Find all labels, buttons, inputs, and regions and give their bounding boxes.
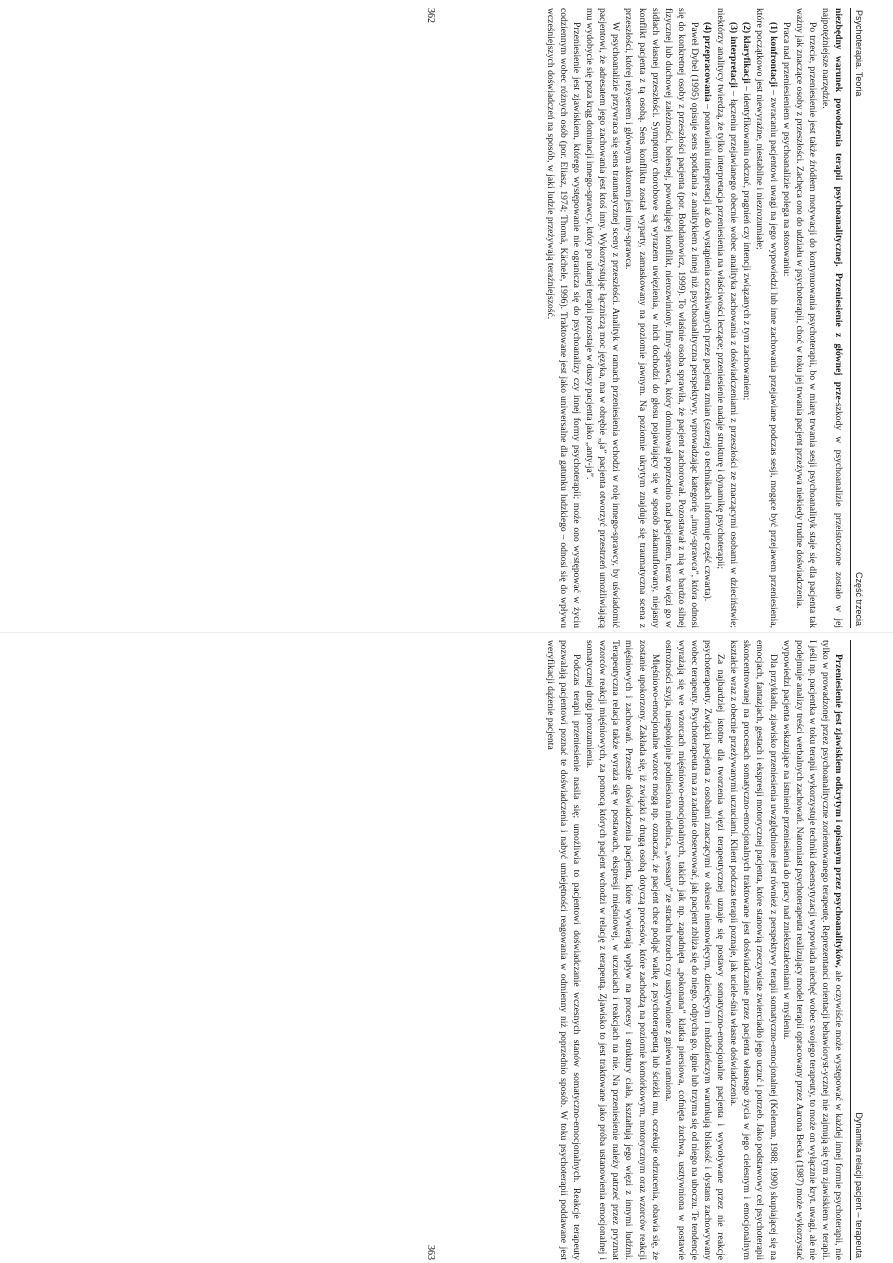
running-header [850,640,865,1260]
paragraph-emphasis: (2) klaryfikacji [741,22,753,84]
paragraph-emphasis: (4) przepracowania [702,22,714,102]
paragraph-text: ale oczywiście może występować w każdej innej formie psychoterapii, nie tylko w prowadzonej przez psychoanalityczne zorientowanego terapeutę. Reprezentanci orientacji behawioryst-ycznej nie zajmują się tym zjawiskiem w terapii. I jeśli np. pacjentka w toku terapii wykorzystuje techniki desensytyzacji wypowiada niechęć wobec swojego terapeuty, to może on wyłącznie kryt. uwagi, ale nie podejmuje analizy treści werbalnych zachowań. Natomiast psychoterapeuta realizujący model terapii opracowany przez Aarona Becka (1987) może wykorzystać wypowiedzi pacjenta wskazujące na istnienie przeniesienia do pracy nad zniekształceniami w myśleniu. [780,640,844,1260]
paragraph [583,8,622,628]
page-number: 363 [425,1245,436,1260]
paragraph-text: – zwracaniu pacjentowi uwagi na jego wypowiedzi lub inne zachowania przejawiane podczas sesji, mogące być przejawem przeniesienia, które początkowo jest niewyraźne, niestabilne i niezrozumiałe; [754,8,779,628]
paragraph-text: – identyfikowaniu odczuć, pragnień czy intencji związanych z tym zachowaniem; [741,83,753,401]
paragraph-text: Za najbardziej istotne dla tworzenia więzi terapeutycznej uznaje się postawy somatyczno-emocjonalne pacjenta i wywoływane przez nie reakcje psychoterapeuty. Związki pacjenta z osobami znaczącymi w okresie niemowlęcym, dziecięcym i młodzieńczym warunkują bliskość i dystans zachowywany wobec terapeuty. Psychoterapeuta ma za zadanie obserwować, jak pacjent zbliża się do niego, odpycha go, lgnie lub trzyma się od niego na uboczu. Te tendencje wyrażają się we wzorcach mięśniowo-emocjonalnych, takich jak np. zapadnięta „pokonana” klatka piersiowa, cofnięta żuchwa, usztywniona w postawie ostrożności szyja, niespokojnie podniesiona miednica, „wessany” ze strachu brzuch czy usztywnione z gniewu ramiona. [662,640,727,1260]
paragraph-emphasis: niezbędny warunek powodzenia terapii psychoanalitycznej. Przeniesienie z głównej prze- [833,8,844,403]
header-title: Psychoterapia. Teoria [854,10,864,97]
paragraph-text: Paweł Dybel (1995) opisuje sens spotkania z analitykiem z innej niż psychoanalityczna perspektywy, wprowadzając kategorię „inny-sprawca”, która odnosi się do konkretnej osoby z przeszłości pacjenta (por. Bohdanowicz, 1999). To właśnie osoba sprawiła, że pacjent zachorował. Pozostawał z nią w bardzo silnej fizycznej lub duchowej zależności, bolesnej, powodującej konflikt, nierozwiniony. Inny-sprawca, który dominował poprzednio nad pacjentem, teraz więzi go w sidłach własnej przeszłości. Symptomy chorobowe są wyrazem uwięzienia, w nich dochodzi do głosu pojawiający się w sposób zakamuflowany, niejasny konflikt pacjenta z tą osobą. Sens konfliktu został wyparty, zamaskowany na poziomie jawnym. Na poziomie ukrytym znajduje się traumatyczna scena z przeszłości, której reżyserem i głównym aktorem jest inny-sprawca. [623,8,700,628]
paragraph-text: – ponawianiu interpretacji aż do wystąpienia oczekiwanych przez pacjenta zmian (szerzej o technikach informuje część czwarta). [702,101,714,602]
paragraph-text: – łączeniu przejawianego obecnie wobec analityka zachowania z doświadczeniami z przeszłości ze znaczącymi osobami w dzieciństwie; niektórzy analitycy twierdzą, że tylko interpretacja przeniesienia na właściwości leczące; przeniesienie nadaje strukturę i dynamikę psychoterapii; [715,8,740,628]
paragraph-text: Praca nad przeniesieniem w psychoanalizie polega na stosowaniu: [780,22,792,277]
paragraph [793,8,819,628]
page-body [451,8,845,628]
paragraph [583,640,662,1260]
paragraph-text: W psychoanalizie przywraca się sens traumatycznej sceny z przeszłości. Analityk w ramach przeniesienia wchodzi w rolę innego-sprawcy, by uświadomić pacjentowi, że adresatem jego zachowania jest ktoś inny. Wykorzystując łączniczą moc języka, ma w obrębie „ja” pacjenta otworzyć przestrzeń umożliwiającą mu wydobycie się poza krąg dominacji innego-sprawcy, który po udanej terapii pozostaje w duszy pacjenta jako „anty-ja”. [584,8,622,628]
header-part: Część trzecia [854,571,864,626]
paragraph-emphasis: (3) interpretacji [728,22,740,88]
paragraph-text: Mięśniowo-emocjonalne wzorce mogą np. oznaczać, że pacjent chce podjąć walkę z psychoterapeutą lub ścieżki mu, oczekuje odrzucenia, obawia się, że zostanie upokorzony. Zakłada się, iż związki z drugą osobą dotyczą procesów, które zachodzą na poziomie komórkowym, motorycznym oraz wzorców reakcji mięśniowych i zachowań. Przeszłe doświadczenia pacjenta, które wywierają wpływ na procesy i struktury ciała, kształtują jego więzi z innymi ludźmi. Terapeutyczna relacja także wyraża się w postawach, ekspresji mięśniowej, w uczuciach i reakcjach na nie. Na przeniesienie należy patrzeć przez pryzmat wzorców reakcji mięśniowych, za pomocą których pacjent wchodzi w relację z terapeutą. Zjawisko to jest traktowane jako próba ustanowienia emocjonalnej i somatycznej drogi porozumienia. [584,640,661,1260]
paragraph-text: Przeniesienie jest zjawiskiem, którego występowanie nie ogranicza się do psychoanalizy czy innej formy psychoterapii; może ono występować w życiu codziennym wobec różnych osób (por. Eliasz, 1974; Thomä, Kächele, 1996). Traktowane jest jako uniwersalne dla gatunku ludzkiego – odnosi się do wpływu wcześniejszych doświadczeń na sposób, w jaki ludzie przeżywają teraźniejszość. [544,8,583,628]
header-title: Dynamika relacji pacjent – terapeuta [854,1112,864,1258]
paragraph [544,640,583,1260]
paragraph [701,8,714,628]
paragraph-emphasis: (1) konfrontacji [767,22,779,88]
paragraph-text: szkody w psychoanalizie przeistoczone zostało w jej najpotężniejsze narzędzie. [819,8,844,628]
paragraph-emphasis: Przeniesienie jest zjawiskiem odkrytym i opisanym przez psychoanalityków, [833,654,844,968]
paragraph [780,8,793,628]
paragraph [727,640,779,1260]
paragraph [544,8,583,628]
page-number: 362 [425,8,436,23]
book-gutter [0,632,893,633]
paragraph [819,8,845,628]
paragraph [622,8,701,628]
paragraph [662,640,727,1260]
page-362 [425,8,865,628]
paragraph [714,8,740,628]
paragraph [753,8,779,628]
paragraph [780,640,845,1260]
page-body [451,640,845,1260]
running-header [850,8,865,628]
paragraph-text: Podczas terapii przeniesienie nasila się; umożliwia to pacjentowi doświadczanie wczesnych stanów somatyczno-emocjonalnych. Reakcje terapeuty pozwalają pacjentowi poznać te doświadczenia i nabyć umiejętności reagowania w odmienny niż poprzednio sposób. W toku psychoterapii poddawane jest weryfikacji dążenie pacjenta [544,640,583,1260]
paragraph [740,8,753,628]
page-363 [425,640,865,1260]
paragraph-text: Dla przykładu, zjawisko przeniesienia uwzględnione jest również z perspektywy terapii somatyczno-emocjonalnej (Keleman, 1988; 1990) skupiającej się na emocjach, fantazjach, gestach i ekspresji motorycznej pacjenta, które stanowią rzeczywiste zwierciadło jego uczuć i potrzeb. Jako podstawowy cel psychoterapii skoncentrowanej na procesach somatyczno-emocjonalnych traktowane jest doświadczanie przez pacjenta własnego życia w jego cielesnym i emocjonalnym kształcie wraz z obecnie przeżywanymi uczuciami. Klient podczas terapii poznaje, jak uciele-śnia własne doświadczenia. [728,640,779,1260]
paragraph-text: Po trzecie, przeniesienie jest także źródłem motywacji do kontynuowania psychoterapii, bo w miarę trwania sesji psychoanalityk staje się dla pacjenta tak ważny jak znaczące osoby z przeszłości. Zachęca ono do udziału w psychoterapii, choć w toku jej trwania pacjent przeżywa niekiedy trudne doświadczenia. [793,8,818,628]
